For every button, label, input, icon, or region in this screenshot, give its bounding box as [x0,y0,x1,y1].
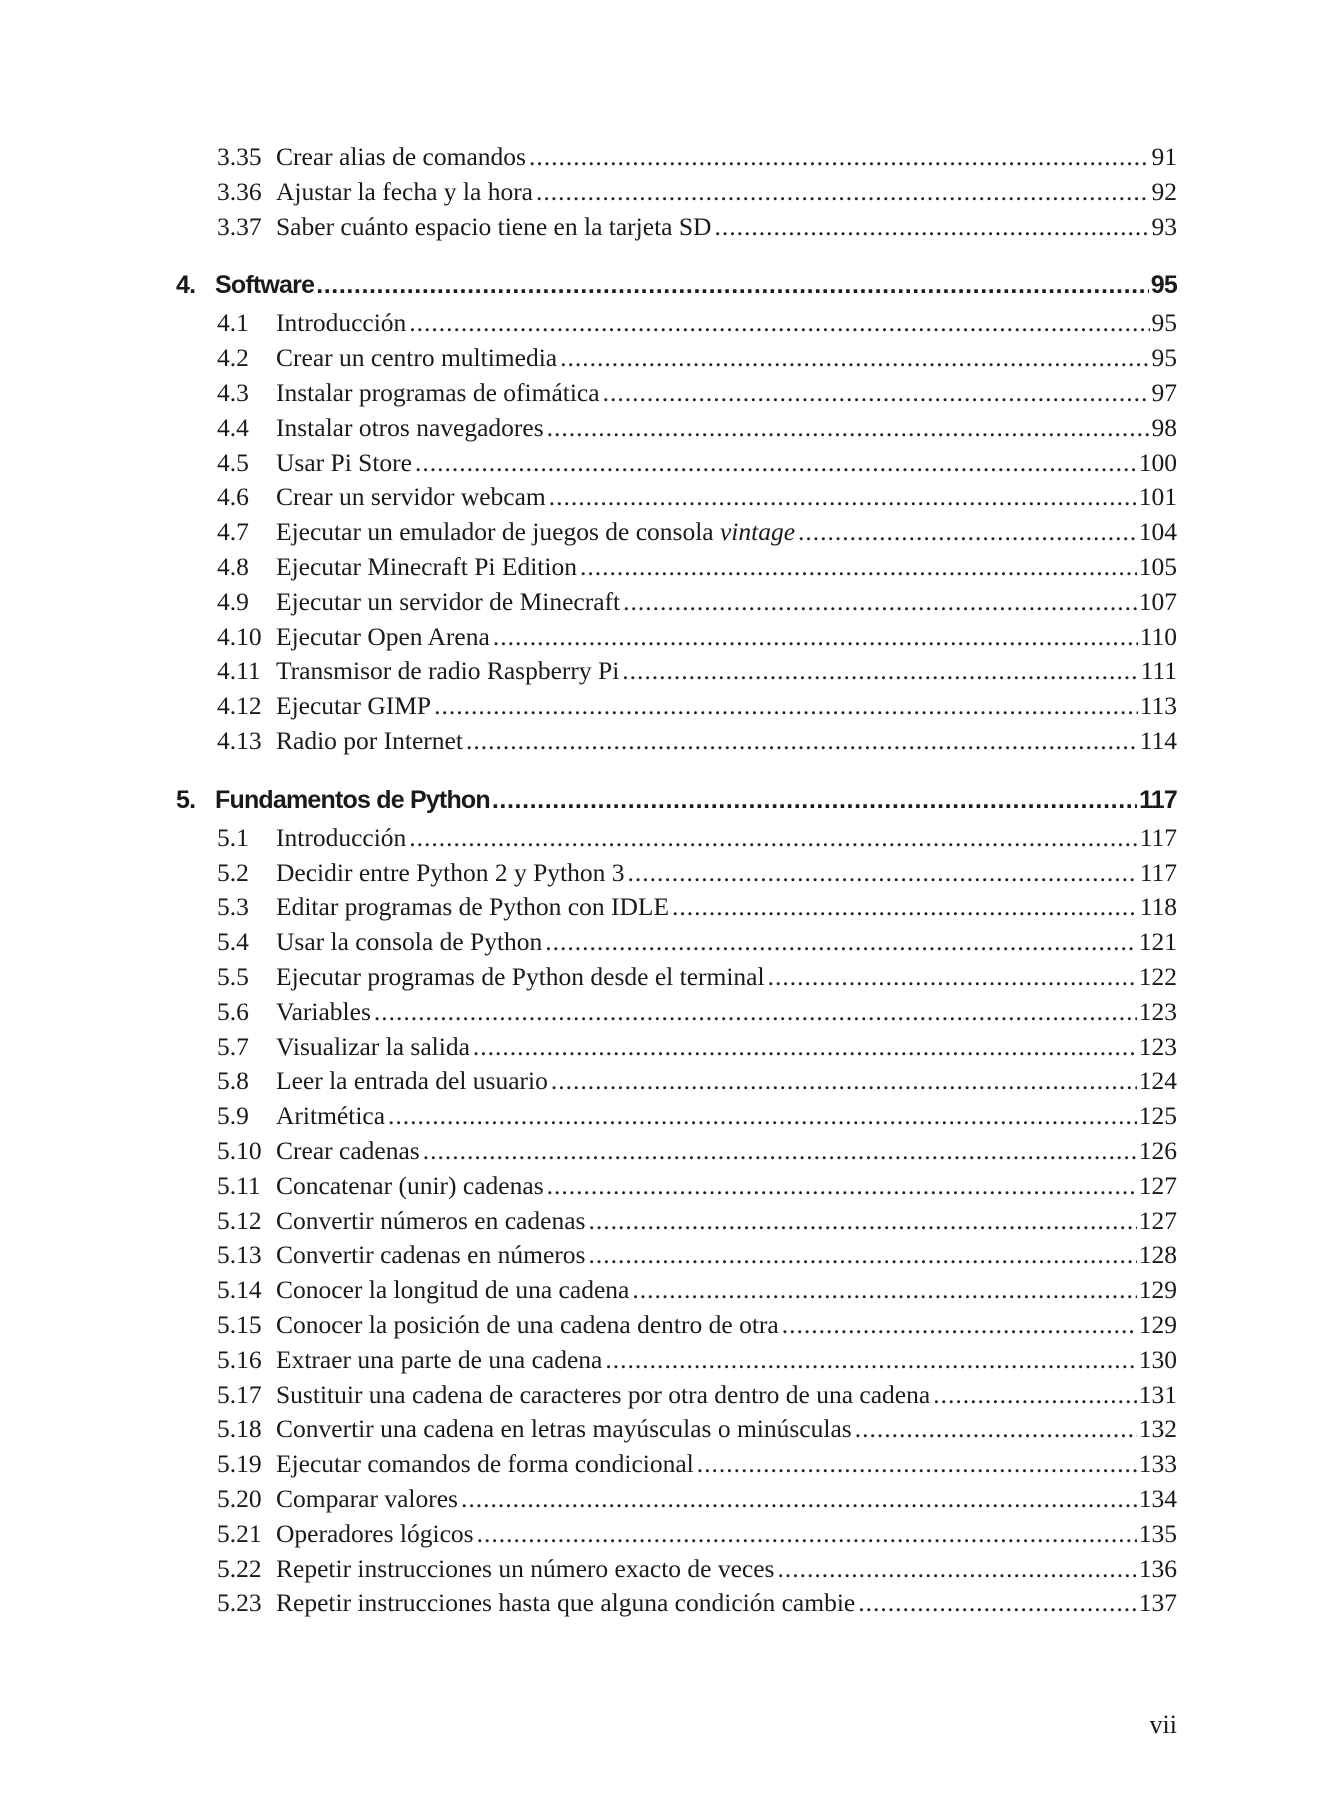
dot-leader [466,724,1138,758]
entry-page-number: 133 [1138,1449,1177,1479]
entry-title [276,856,624,890]
toc-entry [217,341,1177,375]
chapter-heading [176,266,1177,304]
entry-number: 4.2 [217,343,249,373]
entry-number: 5.6 [217,996,249,1026]
chapter-number: 5. [176,785,196,814]
entry-page-number: 113 [1139,691,1177,721]
dot-leader [316,266,1149,304]
toc-entry [217,821,1177,855]
toc-entry [217,1412,1177,1446]
entry-number: 5.9 [217,1101,249,1131]
entry-page-number: 95 [1151,308,1177,338]
entry-title [276,1273,629,1307]
entry-page-number: 98 [1151,412,1177,442]
entry-number: 5.11 [217,1170,261,1200]
entry-title-text: Usar la consola de Python [276,927,543,957]
entry-number: 5.2 [217,857,249,887]
entry-title-text: Repetir instrucciones hasta que alguna condición cambie [276,1588,856,1618]
dot-leader [493,620,1138,654]
entry-title [276,1064,548,1098]
toc-entry [217,140,1177,174]
entry-page-number: 127 [1138,1170,1177,1200]
toc-entry [217,1204,1177,1238]
entry-number: 5.21 [217,1518,262,1548]
toc-entry [217,1238,1177,1272]
entry-page-number: 104 [1138,517,1177,547]
entry-page-number: 121 [1138,927,1177,957]
entry-number: 4.9 [217,586,249,616]
entry-title-text: Ejecutar comandos de forma condicional [276,1449,694,1479]
entry-number: 5.18 [217,1414,262,1444]
toc-entry [217,689,1177,723]
entry-page-number: 129 [1138,1310,1177,1339]
entry-title [276,1482,458,1516]
entry-title-text: Ejecutar GIMP [276,691,432,721]
entry-number: 5.19 [217,1449,262,1479]
chapter-number: 4. [176,271,196,300]
toc-entry [217,210,1177,244]
toc-entry [217,1064,1177,1098]
toc-entry [217,960,1177,994]
entry-number: 4.12 [217,691,262,721]
entry-title-text: Ajustar la fecha y la hora [276,176,534,206]
toc-entry [217,175,1177,209]
entry-title-text: Leer la entrada del usuario [276,1066,548,1096]
dot-leader [858,1586,1137,1620]
toc-entry [217,620,1177,654]
entry-page-number: 127 [1138,1205,1177,1235]
entry-page-number: 123 [1138,1031,1177,1061]
toc-entry [217,995,1177,1029]
entry-title-text: Crear un servidor webcam [276,482,546,512]
entry-number: 5.1 [217,822,249,852]
entry-title [276,995,371,1029]
dot-leader [672,890,1138,924]
entry-title [276,175,533,209]
entry-page-number: 117 [1139,822,1177,852]
entry-title [276,654,619,688]
entry-title-text: Variables [276,996,371,1026]
entry-number: 5.8 [217,1066,249,1096]
entry-title-text: Ejecutar un emulador de juegos de consola [276,517,720,547]
entry-title [276,140,526,174]
entry-page-number: 125 [1138,1101,1177,1131]
entry-page-number: 114 [1139,726,1177,755]
entry-title [276,480,546,514]
entry-title-text: Saber cuánto espacio tiene en la tarjeta SD [276,211,712,241]
toc-entry [217,1552,1177,1586]
entry-number: 3.37 [217,211,262,241]
entry-page-number: 134 [1138,1484,1177,1513]
entry-title [276,376,600,410]
entry-title-text: Convertir una cadena en letras mayúsculas o minúsculas [276,1414,852,1444]
dot-leader [434,689,1138,723]
dot-leader [547,411,1150,445]
dot-leader [529,140,1150,174]
entry-number: 3.36 [217,176,262,206]
dot-leader [588,1238,1136,1272]
dot-leader [492,781,1137,819]
toc-entry [217,1134,1177,1168]
entry-title-text: Conocer la posición de una cadena dentro de otra [276,1310,779,1339]
dot-leader [423,1134,1137,1168]
entry-page-number: 93 [1151,211,1177,241]
entry-page-number: 128 [1138,1240,1177,1270]
dot-leader [777,1552,1136,1586]
entry-number: 4.8 [217,552,249,581]
entry-title [276,1099,385,1133]
chapter-page-number: 117 [1139,785,1177,814]
chapter-page-number: 95 [1150,271,1177,300]
entry-title-text: Convertir cadenas en números [276,1240,586,1270]
entry-number: 5.23 [217,1588,262,1618]
toc-entry [217,306,1177,340]
dot-leader [605,1343,1136,1377]
entry-title-text: Ejecutar un servidor de Minecraft [276,586,621,616]
entry-title-text: Usar Pi Store [276,447,412,477]
dot-leader [622,654,1138,688]
entry-page-number: 100 [1138,447,1177,477]
toc-entry [217,1308,1177,1342]
entry-title-text: Ejecutar programas de Python desde el terminal [276,962,765,991]
entry-page-number: 126 [1138,1136,1177,1165]
entry-title-italic: vintage [719,517,796,547]
dot-leader [603,376,1150,410]
entry-number: 5.15 [217,1310,262,1339]
entry-title-text: Instalar otros navegadores [276,412,544,442]
toc-entry [217,1517,1177,1551]
dot-leader [632,1273,1136,1307]
entry-number: 4.13 [217,726,262,755]
toc-entry [217,1030,1177,1064]
entry-title [276,1030,470,1064]
entry-number: 5.16 [217,1344,262,1374]
entry-title-text: Ejecutar Minecraft Pi Edition [276,552,577,581]
dot-leader [623,585,1137,619]
entry-page-number: 122 [1138,962,1177,991]
dot-leader [551,1064,1137,1098]
entry-number: 5.17 [217,1379,262,1409]
dot-leader [560,341,1149,375]
dot-leader [477,1517,1137,1551]
entry-title [276,306,406,340]
chapter-heading [176,781,1177,819]
entry-title-text: Radio por Internet [276,726,463,755]
entry-page-number: 101 [1138,482,1177,512]
entry-title-text: Transmisor de radio Raspberry Pi [276,656,620,686]
dot-leader [415,446,1137,480]
dot-leader [461,1482,1137,1516]
entry-title [276,1343,602,1377]
chapter-title: Software [215,271,315,300]
dot-leader [768,960,1137,994]
toc-entry [217,1378,1177,1412]
entry-title [276,550,577,584]
entry-title [276,585,620,619]
entry-number: 4.1 [217,308,249,338]
entry-title-text: Sustituir una cadena de caracteres por otra dentro de una cadena [276,1379,931,1409]
entry-number: 4.5 [217,447,249,477]
entry-title [276,1552,774,1586]
entry-page-number: 95 [1151,343,1177,373]
entry-page-number: 92 [1151,176,1177,206]
toc-entry [217,1447,1177,1481]
entry-number: 4.4 [217,412,249,442]
entry-title-text: Ejecutar Open Arena [276,621,490,651]
entry-page-number: 110 [1139,621,1177,651]
entry-page-number: 136 [1138,1553,1177,1583]
entry-title-text: Crear cadenas [276,1136,420,1165]
toc-entry [217,446,1177,480]
toc-entry [217,856,1177,890]
entry-title-text: Decidir entre Python 2 y Python 3 [276,857,625,887]
entry-title [276,689,431,723]
chapter-title: Fundamentos de Python [215,785,490,814]
entry-title-text: Aritmética [276,1101,386,1131]
entry-number: 5.13 [217,1240,262,1270]
entry-page-number: 137 [1138,1588,1177,1618]
entry-title-text: Repetir instrucciones un número exacto de veces [276,1553,775,1583]
entry-title-text: Concatenar (unir) cadenas [276,1170,544,1200]
toc-entry [217,1343,1177,1377]
entry-number: 4.7 [217,517,249,547]
entry-page-number: 118 [1139,892,1177,922]
dot-leader [545,925,1136,959]
entry-number: 5.3 [217,892,249,922]
dot-leader [782,1308,1137,1342]
toc-entry [217,1169,1177,1203]
entry-page-number: 107 [1138,586,1177,616]
entry-title-text: Instalar programas de ofimática [276,378,600,407]
entry-title-text: Crear un centro multimedia [276,343,558,373]
entry-number: 5.5 [217,962,249,991]
entry-title-text: Conocer la longitud de una cadena [276,1275,630,1305]
entry-number: 5.14 [217,1275,262,1305]
entry-title [276,446,412,480]
entry-title [276,821,406,855]
toc-entry [217,1482,1177,1516]
entry-title-text: Editar programas de Python con IDLE [276,892,670,922]
entry-number: 4.11 [217,656,261,686]
entry-number: 3.35 [217,142,262,171]
entry-page-number: 130 [1138,1344,1177,1374]
dot-leader [388,1099,1137,1133]
entry-number: 4.10 [217,621,262,651]
entry-number: 4.6 [217,482,249,512]
toc-entry [217,515,1177,549]
entry-title [276,1447,694,1481]
toc-entry [217,925,1177,959]
dot-leader [374,995,1137,1029]
dot-leader [933,1378,1137,1412]
entry-number: 5.7 [217,1031,249,1061]
entry-title-text: Introducción [276,822,407,852]
toc-entry [217,550,1177,584]
entry-title [276,1238,585,1272]
toc-entry [217,890,1177,924]
toc-entry [217,480,1177,514]
dot-leader [697,1447,1137,1481]
entry-title [276,1308,779,1342]
entry-title [276,1378,930,1412]
toc-entry [217,585,1177,619]
dot-leader [855,1412,1137,1446]
entry-page-number: 123 [1138,996,1177,1026]
entry-title-text: Convertir números en cadenas [276,1205,586,1235]
dot-leader [714,210,1149,244]
entry-title [276,515,795,549]
entry-title [276,925,542,959]
entry-title [276,411,544,445]
entry-page-number: 131 [1138,1379,1177,1409]
entry-page-number: 124 [1138,1066,1177,1096]
entry-title [276,1134,420,1168]
dot-leader [409,306,1149,340]
entry-title [276,210,711,244]
entry-title [276,890,669,924]
entry-title [276,724,463,758]
entry-number: 5.20 [217,1484,262,1513]
page-number: vii [1149,1710,1177,1739]
entry-title [276,620,490,654]
entry-title-text: Crear alias de comandos [276,142,526,171]
entry-page-number: 117 [1139,857,1177,887]
entry-number: 5.12 [217,1205,262,1235]
entry-title [276,1204,585,1238]
dot-leader [536,175,1149,209]
entry-title-text: Introducción [276,308,407,338]
entry-page-number: 135 [1138,1518,1177,1548]
entry-page-number: 97 [1151,378,1177,407]
toc-entry [217,1273,1177,1307]
dot-leader [473,1030,1137,1064]
dot-leader [580,550,1137,584]
dot-leader [547,1169,1137,1203]
dot-leader [798,515,1137,549]
entry-title [276,1412,852,1446]
entry-title-text: Extraer una parte de una cadena [276,1344,603,1374]
toc-entry [217,376,1177,410]
toc-entry [217,654,1177,688]
toc-entry [217,724,1177,758]
entry-page-number: 105 [1138,552,1177,581]
toc-entry [217,1099,1177,1133]
dot-leader [409,821,1137,855]
toc-entry [217,1586,1177,1620]
entry-title [276,1169,544,1203]
entry-title [276,1517,474,1551]
dot-leader [549,480,1137,514]
entry-title-text: Visualizar la salida [276,1031,470,1061]
entry-page-number: 111 [1140,656,1177,686]
entry-page-number: 129 [1138,1275,1177,1305]
entry-title [276,960,765,994]
entry-number: 5.10 [217,1136,262,1165]
dot-leader [588,1204,1136,1238]
entry-number: 4.3 [217,378,249,407]
entry-page-number: 91 [1151,142,1177,171]
entry-number: 5.22 [217,1553,262,1583]
entry-number: 5.4 [217,927,249,957]
entry-title-text: Comparar valores [276,1484,458,1513]
toc-entry [217,411,1177,445]
dot-leader [627,856,1137,890]
entry-title [276,341,557,375]
entry-title-text: Operadores lógicos [276,1518,474,1548]
entry-title [276,1586,855,1620]
entry-page-number: 132 [1138,1414,1177,1444]
